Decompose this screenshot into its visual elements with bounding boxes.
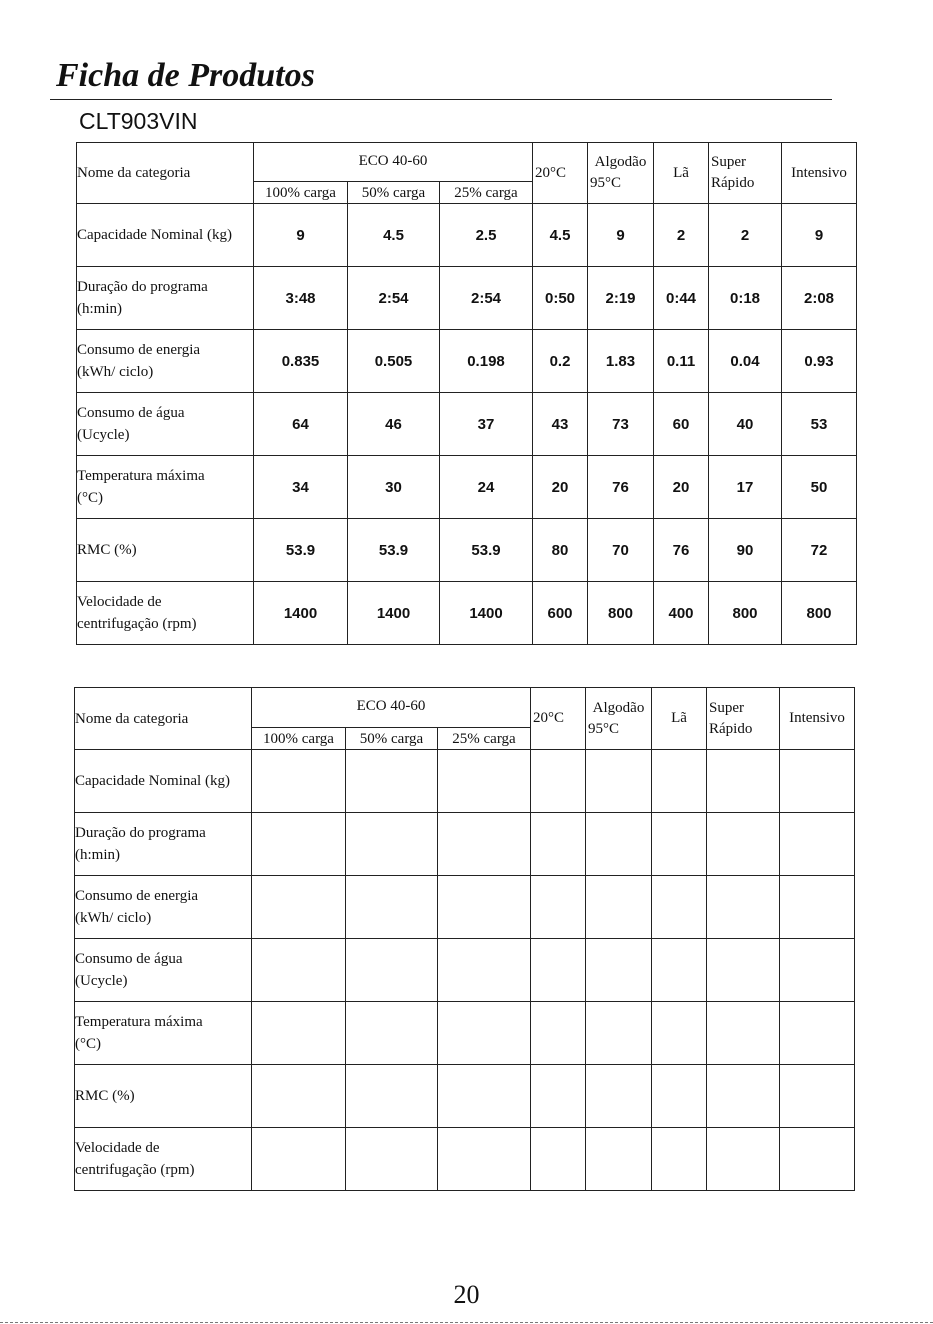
blank-table-cell bbox=[780, 750, 855, 813]
table-cell: 9 bbox=[588, 204, 654, 267]
blank-table-cell bbox=[652, 1128, 707, 1191]
blank-table-cell bbox=[780, 876, 855, 939]
blank-table-cell bbox=[252, 876, 346, 939]
blank-header-intensivo bbox=[780, 688, 855, 750]
row-label-cell bbox=[75, 876, 252, 939]
table-cell: 0.93 bbox=[782, 330, 857, 393]
row-label: Consumo de energia bbox=[77, 342, 201, 358]
blank-table-cell bbox=[346, 876, 438, 939]
row-label: Temperatura máxima bbox=[77, 468, 205, 484]
row-label: Velocidade de bbox=[75, 1140, 160, 1156]
row-label: Duração do programa bbox=[77, 279, 208, 295]
blank-table-cell bbox=[531, 813, 586, 876]
blank-header-intensivo-label: Intensivo bbox=[789, 710, 845, 726]
row-label-cell bbox=[77, 267, 254, 330]
blank-table-cell bbox=[252, 1128, 346, 1191]
row-label-cell bbox=[77, 582, 254, 645]
table-cell: 0:50 bbox=[533, 267, 588, 330]
blank-header-20c bbox=[531, 688, 586, 750]
blank-header-eco-25: 25% carga bbox=[438, 728, 531, 750]
blank-table-cell bbox=[346, 1065, 438, 1128]
blank-header-eco-50: 50% carga bbox=[346, 728, 438, 750]
blank-table-cell bbox=[252, 1002, 346, 1065]
header-la-label: Lã bbox=[673, 164, 689, 181]
blank-table-cell bbox=[531, 1128, 586, 1191]
row-label: Temperatura máxima bbox=[75, 1014, 203, 1030]
blank-table-cell bbox=[652, 1002, 707, 1065]
table-cell: 64 bbox=[254, 393, 348, 456]
row-label-cell bbox=[77, 204, 254, 267]
table-cell: 43 bbox=[533, 393, 588, 456]
table-cell: 20 bbox=[533, 456, 588, 519]
blank-table-cell bbox=[346, 813, 438, 876]
table-cell: 0:44 bbox=[654, 267, 709, 330]
table-row bbox=[77, 330, 857, 393]
row-label: Consumo de água bbox=[75, 951, 183, 967]
table-cell: 1400 bbox=[440, 582, 533, 645]
blank-table-cell bbox=[438, 939, 531, 1002]
header-intensivo bbox=[782, 143, 857, 204]
row-label: Capacidade Nominal (kg) bbox=[77, 227, 232, 243]
table-cell: 0.198 bbox=[440, 330, 533, 393]
table1-body bbox=[77, 204, 857, 645]
table-cell: 46 bbox=[348, 393, 440, 456]
table-cell: 2 bbox=[709, 204, 782, 267]
header-20c-label: 20°C bbox=[535, 164, 567, 181]
table-cell: 800 bbox=[588, 582, 654, 645]
blank-table-cell bbox=[531, 1065, 586, 1128]
blank-header-category-label: Nome da categoria bbox=[75, 710, 189, 727]
header-algodao-line1: Algodão bbox=[594, 154, 647, 170]
table-cell: 40 bbox=[709, 393, 782, 456]
blank-table-cell bbox=[346, 750, 438, 813]
blank-table-cell bbox=[586, 939, 652, 1002]
blank-table-cell bbox=[586, 876, 652, 939]
blank-table-cell bbox=[586, 813, 652, 876]
blank-table-cell bbox=[652, 939, 707, 1002]
blank-table-cell bbox=[438, 750, 531, 813]
row-label: Duração do programa bbox=[75, 825, 206, 841]
row-label: RMC (%) bbox=[75, 1088, 135, 1104]
blank-header-20c-label: 20°C bbox=[533, 710, 565, 726]
table-cell: 1.83 bbox=[588, 330, 654, 393]
table-cell: 50 bbox=[782, 456, 857, 519]
page-number: 20 bbox=[453, 1280, 480, 1309]
blank-header-super-line1: Super bbox=[709, 699, 744, 716]
header-eco-label: ECO 40-60 bbox=[358, 153, 428, 169]
table-row bbox=[77, 204, 857, 267]
table-cell: 20 bbox=[654, 456, 709, 519]
blank-table-cell bbox=[707, 813, 780, 876]
row-label-unit: (Ucycle) bbox=[77, 427, 130, 443]
blank-header-la-label: Lã bbox=[671, 710, 687, 726]
header-eco-100: 100% carga bbox=[254, 182, 348, 204]
blank-table-cell bbox=[586, 1002, 652, 1065]
blank-table-cell bbox=[252, 813, 346, 876]
table-cell: 80 bbox=[533, 519, 588, 582]
table-cell: 1400 bbox=[254, 582, 348, 645]
table-row bbox=[77, 267, 857, 330]
table-row bbox=[75, 939, 855, 1002]
blank-table-cell bbox=[586, 1065, 652, 1128]
row-label: Capacidade Nominal (kg) bbox=[75, 773, 230, 789]
header-super-line1: Super bbox=[711, 154, 746, 170]
table-cell: 400 bbox=[654, 582, 709, 645]
blank-table-cell bbox=[707, 1128, 780, 1191]
model-number: CLT903VIN bbox=[79, 108, 198, 134]
blank-table-cell bbox=[252, 939, 346, 1002]
table-cell: 3:48 bbox=[254, 267, 348, 330]
table-cell: 4.5 bbox=[348, 204, 440, 267]
header-algodao-line2: 95°C bbox=[590, 175, 622, 191]
blank-table-cell bbox=[652, 1065, 707, 1128]
table-cell: 76 bbox=[654, 519, 709, 582]
blank-table-cell bbox=[346, 1128, 438, 1191]
table-cell: 0.2 bbox=[533, 330, 588, 393]
table-cell: 800 bbox=[782, 582, 857, 645]
blank-header-category-cell bbox=[75, 688, 252, 750]
row-label-unit: centrifugação (rpm) bbox=[77, 616, 197, 632]
blank-table-cell bbox=[438, 1002, 531, 1065]
blank-table-cell bbox=[780, 1065, 855, 1128]
table-cell: 90 bbox=[709, 519, 782, 582]
row-label-cell bbox=[75, 750, 252, 813]
row-label-unit: (h:min) bbox=[75, 847, 120, 863]
blank-table-cell bbox=[586, 1128, 652, 1191]
table-cell: 0.505 bbox=[348, 330, 440, 393]
table-row bbox=[75, 1065, 855, 1128]
title-divider bbox=[50, 99, 832, 100]
row-label: RMC (%) bbox=[77, 542, 137, 558]
blank-table-cell bbox=[707, 1065, 780, 1128]
blank-table-cell bbox=[252, 1065, 346, 1128]
header-eco-group bbox=[254, 143, 533, 182]
table-cell: 2:19 bbox=[588, 267, 654, 330]
blank-header-algodao-line2: 95°C bbox=[588, 720, 620, 737]
page-bottom-divider bbox=[0, 1322, 933, 1323]
row-label-cell bbox=[77, 519, 254, 582]
row-label-cell bbox=[75, 1002, 252, 1065]
product-sheet-blank-table bbox=[74, 687, 855, 1191]
row-label-cell bbox=[77, 330, 254, 393]
table-cell: 24 bbox=[440, 456, 533, 519]
row-label: Consumo de energia bbox=[75, 888, 199, 904]
table-cell: 0.04 bbox=[709, 330, 782, 393]
table-cell: 2:54 bbox=[440, 267, 533, 330]
table-cell: 37 bbox=[440, 393, 533, 456]
row-label-cell bbox=[77, 393, 254, 456]
row-label-unit: (kWh/ ciclo) bbox=[77, 364, 154, 380]
blank-table-cell bbox=[531, 1002, 586, 1065]
header-super-rapido bbox=[709, 143, 782, 204]
table-cell: 600 bbox=[533, 582, 588, 645]
blank-table-cell bbox=[652, 750, 707, 813]
blank-table-cell bbox=[707, 939, 780, 1002]
blank-table-cell bbox=[346, 939, 438, 1002]
header-eco-50: 50% carga bbox=[348, 182, 440, 204]
row-label-cell bbox=[75, 813, 252, 876]
table-row bbox=[77, 393, 857, 456]
table-cell: 17 bbox=[709, 456, 782, 519]
header-super-line2: Rápido bbox=[711, 175, 755, 191]
table-cell: 0.11 bbox=[654, 330, 709, 393]
blank-table-cell bbox=[531, 876, 586, 939]
table-cell: 60 bbox=[654, 393, 709, 456]
table-cell: 53.9 bbox=[348, 519, 440, 582]
table-cell: 2.5 bbox=[440, 204, 533, 267]
row-label-unit: (kWh/ ciclo) bbox=[75, 910, 152, 926]
table-cell: 2:54 bbox=[348, 267, 440, 330]
header-la bbox=[654, 143, 709, 204]
table-cell: 72 bbox=[782, 519, 857, 582]
table-cell: 2 bbox=[654, 204, 709, 267]
table-cell: 9 bbox=[782, 204, 857, 267]
table-cell: 0.835 bbox=[254, 330, 348, 393]
blank-table-cell bbox=[252, 750, 346, 813]
blank-table-cell bbox=[438, 1065, 531, 1128]
blank-table-cell bbox=[707, 1002, 780, 1065]
table-cell: 2:08 bbox=[782, 267, 857, 330]
table-row bbox=[77, 582, 857, 645]
table-cell: 70 bbox=[588, 519, 654, 582]
blank-table-cell bbox=[652, 813, 707, 876]
table-cell: 76 bbox=[588, 456, 654, 519]
header-intensivo-label: Intensivo bbox=[791, 164, 847, 181]
header-algodao bbox=[588, 143, 654, 204]
page-title: Ficha de Produtos bbox=[56, 57, 315, 94]
row-label-unit: (h:min) bbox=[77, 301, 122, 317]
table-cell: 53 bbox=[782, 393, 857, 456]
blank-header-super-rapido bbox=[707, 688, 780, 750]
blank-header-eco-label: ECO 40-60 bbox=[356, 698, 426, 714]
table-cell: 53.9 bbox=[440, 519, 533, 582]
header-eco-25: 25% carga bbox=[440, 182, 533, 204]
product-sheet-table bbox=[76, 142, 857, 645]
blank-header-super-line2: Rápido bbox=[709, 720, 753, 737]
table-row bbox=[75, 876, 855, 939]
blank-header-la bbox=[652, 688, 707, 750]
table-row bbox=[75, 813, 855, 876]
blank-table-cell bbox=[531, 939, 586, 1002]
header-category-cell bbox=[77, 143, 254, 204]
table-row bbox=[75, 1128, 855, 1191]
blank-table-cell bbox=[707, 876, 780, 939]
table-cell: 4.5 bbox=[533, 204, 588, 267]
blank-table-cell bbox=[652, 876, 707, 939]
blank-table-cell bbox=[531, 750, 586, 813]
blank-header-eco-group bbox=[252, 688, 531, 728]
table-cell: 800 bbox=[709, 582, 782, 645]
row-label-cell bbox=[75, 939, 252, 1002]
blank-table-cell bbox=[438, 1128, 531, 1191]
table-cell: 73 bbox=[588, 393, 654, 456]
row-label-cell bbox=[77, 456, 254, 519]
row-label-unit: centrifugação (rpm) bbox=[75, 1162, 195, 1178]
header-20c bbox=[533, 143, 588, 204]
blank-table-cell bbox=[438, 876, 531, 939]
table-cell: 9 bbox=[254, 204, 348, 267]
table-cell: 34 bbox=[254, 456, 348, 519]
blank-table-cell bbox=[780, 813, 855, 876]
blank-table-cell bbox=[707, 750, 780, 813]
table-row bbox=[75, 1002, 855, 1065]
row-label: Velocidade de bbox=[77, 594, 162, 610]
table-cell: 53.9 bbox=[254, 519, 348, 582]
blank-table-cell bbox=[780, 939, 855, 1002]
table-row bbox=[77, 519, 857, 582]
blank-table-cell bbox=[586, 750, 652, 813]
table-cell: 0:18 bbox=[709, 267, 782, 330]
blank-table-cell bbox=[438, 813, 531, 876]
blank-table-cell bbox=[346, 1002, 438, 1065]
row-label: Consumo de água bbox=[77, 405, 185, 421]
table-row bbox=[77, 456, 857, 519]
table-row bbox=[75, 750, 855, 813]
blank-header-eco-100: 100% carga bbox=[252, 728, 346, 750]
table-cell: 30 bbox=[348, 456, 440, 519]
table2-body bbox=[75, 750, 855, 1191]
blank-table-cell bbox=[780, 1128, 855, 1191]
row-label-unit: (Ucycle) bbox=[75, 973, 128, 989]
header-category-label: Nome da categoria bbox=[77, 165, 191, 181]
blank-header-algodao-line1: Algodão bbox=[592, 699, 645, 716]
row-label-unit: (°C) bbox=[75, 1036, 101, 1052]
row-label-unit: (°C) bbox=[77, 490, 103, 506]
row-label-cell bbox=[75, 1065, 252, 1128]
blank-table-cell bbox=[780, 1002, 855, 1065]
row-label-cell bbox=[75, 1128, 252, 1191]
table-cell: 1400 bbox=[348, 582, 440, 645]
blank-header-algodao bbox=[586, 688, 652, 750]
